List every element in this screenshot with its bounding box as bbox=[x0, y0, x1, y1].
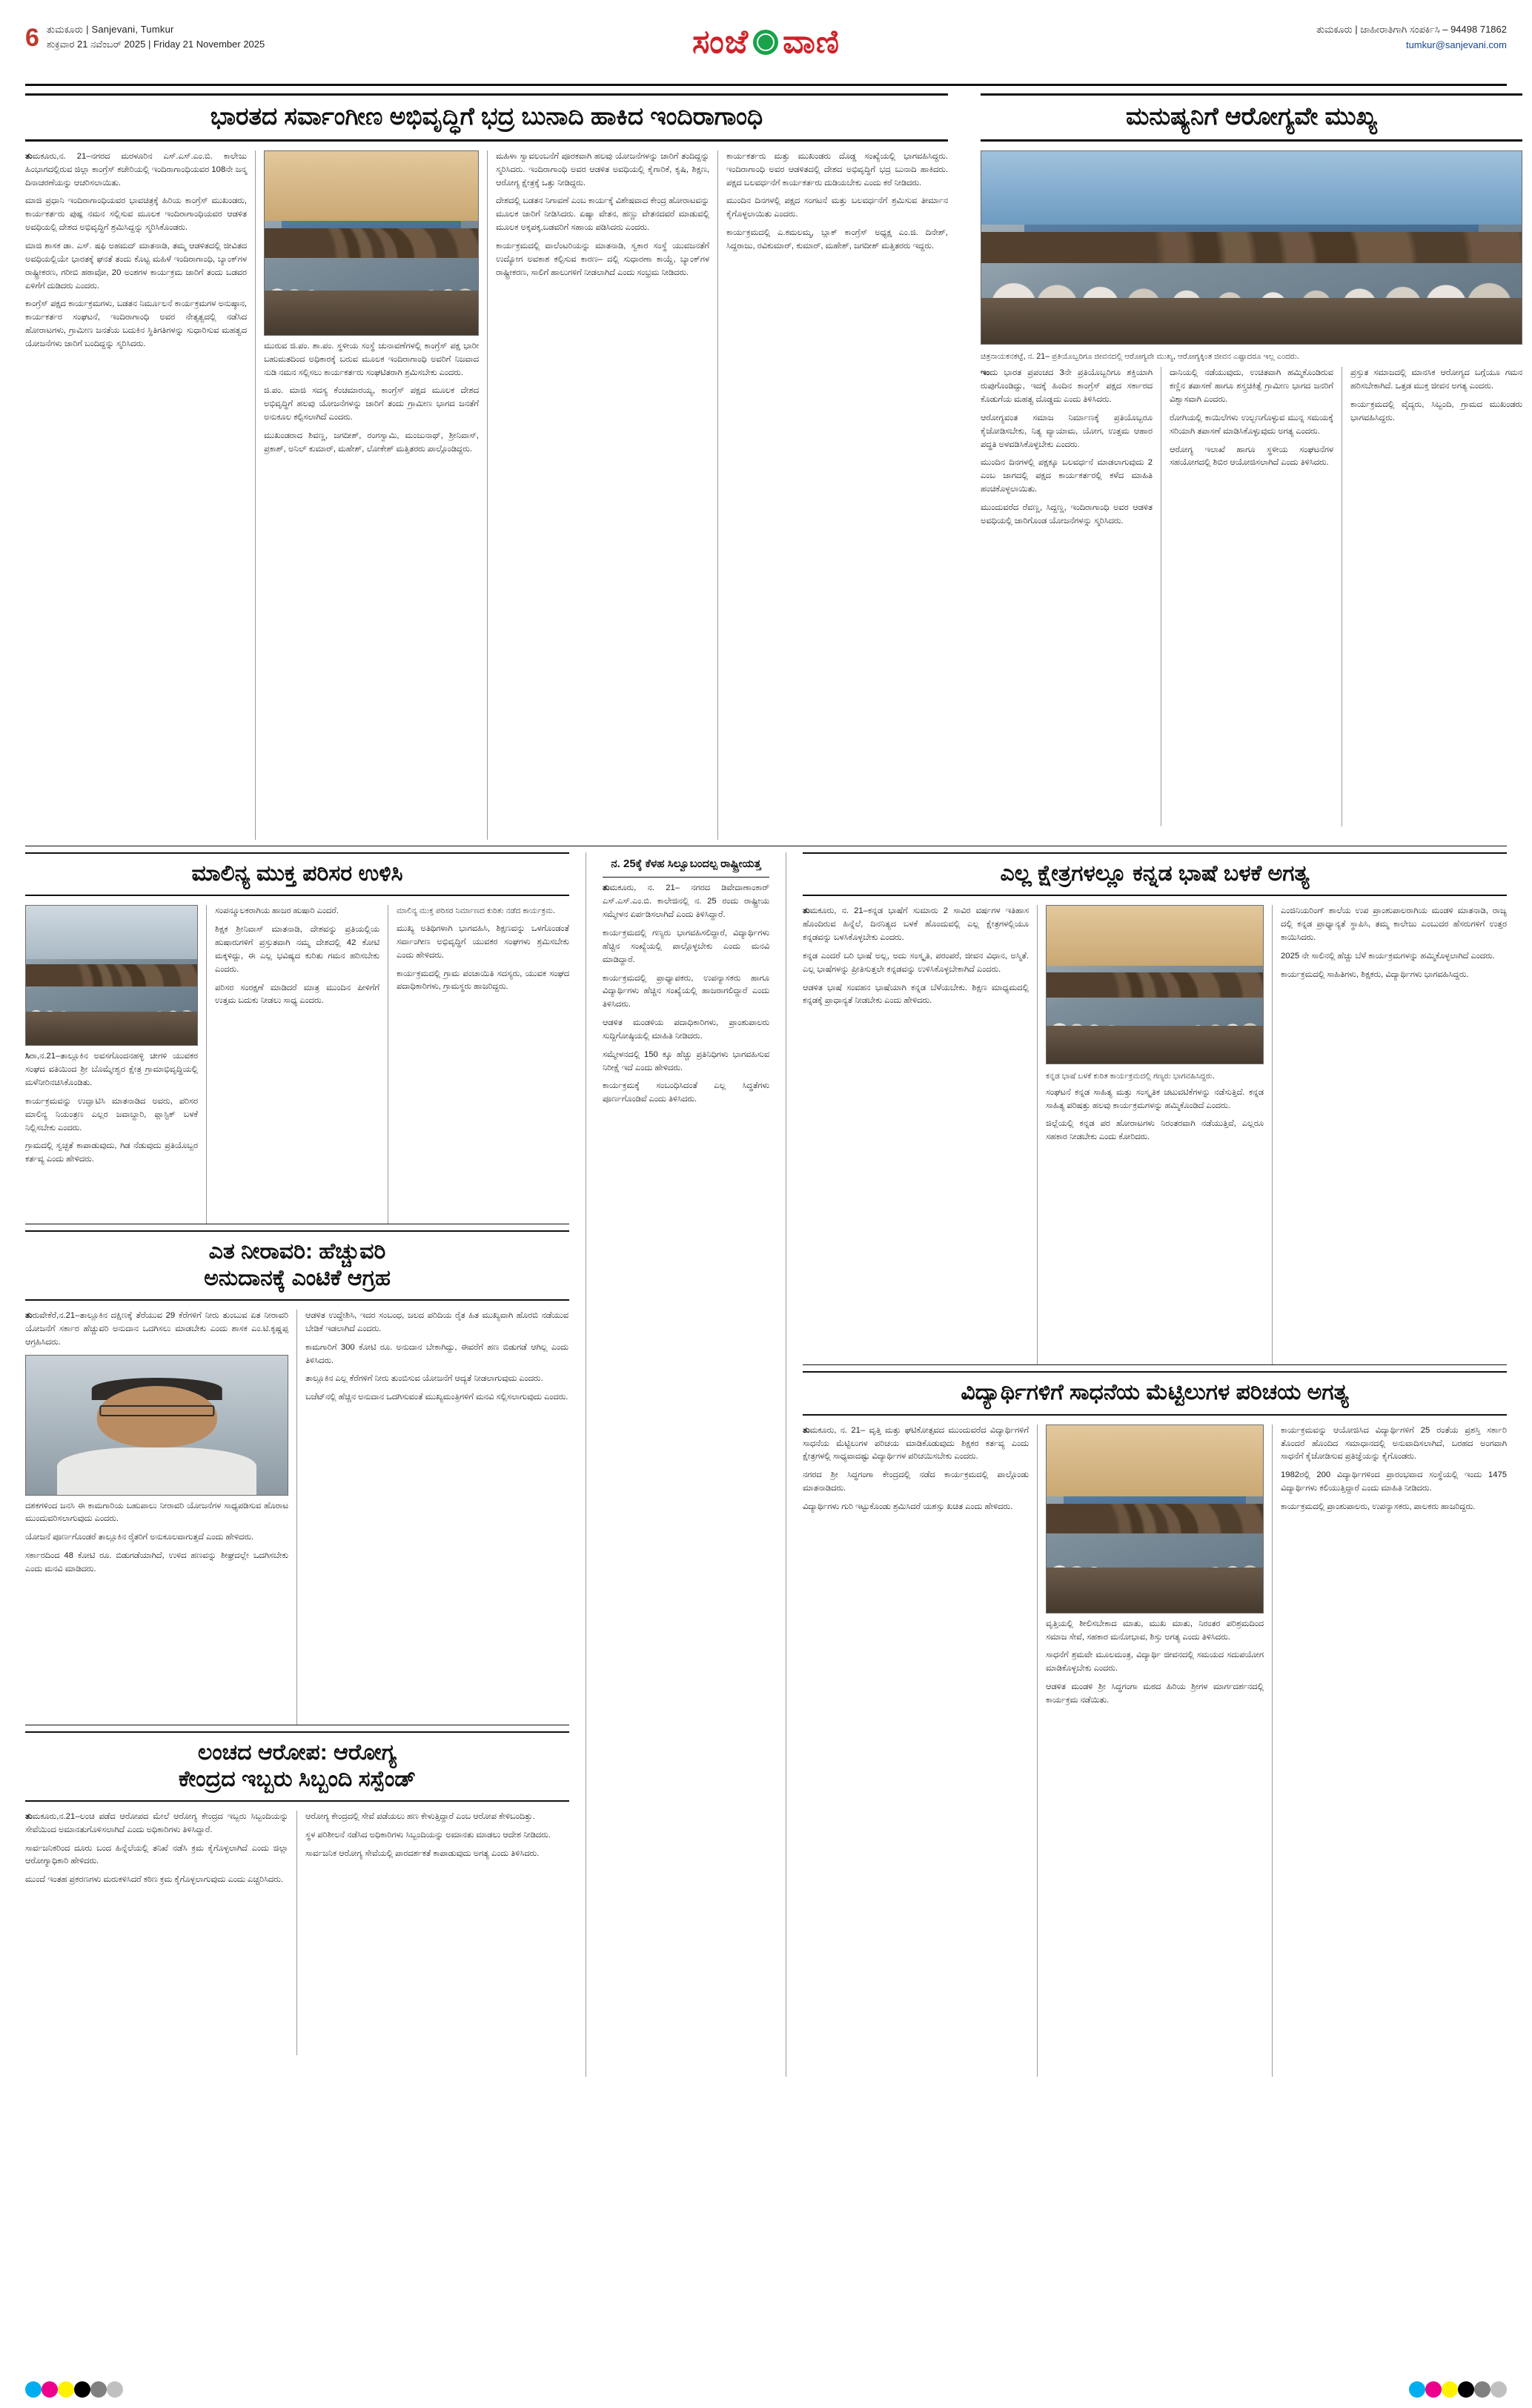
story6-para: ದಶಕಗಳಿಂದ ಜನಸಿ ಈ ಕಾಮಗಾರಿಯ ಬಹುಪಾಲು ನೀರಾವರಿ ಯೋಜನೆಗಳ ಸಾಧ್ಯಪಡಿಸುವ ಹೊರಾಟ ಮುಂದುವರಿಸಲಾಗುವುದು ಎಂದರು. bbox=[25, 1501, 288, 1524]
story6-headline-line1: ಎತ ನೀರಾವರಿ: ಹೆಚ್ಚುವರಿ bbox=[208, 1239, 386, 1264]
story4-para: ಕಾರ್ಯಕ್ರಮಕ್ಕೆ ಸಂಬಂಧಿಸಿದಂತೆ ಎಲ್ಲ ಸಿದ್ಧತೆಗಳು ಪೂರ್ಣಗೊಂಡಿವೆ ಎಂದು ತಿಳಿಸಿದರು. bbox=[602, 1081, 770, 1104]
story1-para: ಮಾಜಿ ಪ್ರಧಾನಿ ಇಂದಿರಾಗಾಂಧಿಯವರ ಭಾವಚಿತ್ರಕ್ಕೆ ಹಿರಿಯ ಕಾಂಗ್ರೆಸ್ ಮುಖಂಡರು, ಕಾರ್ಯಕರ್ತರು ಪುಷ್ಪ ನಮನ ಸಲ್ಲಿಸುವ ಮೂಲಕ ಇಂದಿರಾಗಾಂಧಿಯವರ ಆಡಳಿತ ಅವಧಿಯಲ್ಲಿ ದೇಶದ ಅಭಿವೃದ್ಧಿಗೆ ಶ್ರಮಿಸಿದ್ದನ್ನು ಸ್ಮರಿಸಿಕೊಂಡರು. bbox=[25, 196, 247, 233]
story3-caption: ಮಾಲಿನ್ಯ ಮುಕ್ತ ಪರಿಸರ ನಿರ್ಮಾಣದ ಕುರಿತು ನಡೆದ ಕಾರ್ಯಕ್ರಮ. bbox=[397, 906, 556, 916]
story4-headline: ನ. 25ಕ್ಕೆ ಕೆಳಹ ಸಿಲ್ವೂಬಂದಲ್ಪ ರಾಷ್ಟ್ರೀಯತ್ತ bbox=[611, 857, 761, 870]
story2-photo bbox=[981, 150, 1522, 345]
masthead bbox=[25, 22, 1507, 86]
story7-para: ಆರೋಗ್ಯ ಕೇಂದ್ರದಲ್ಲಿ ಸೇವೆ ಪಡೆಯಲು ಹಣ ಕೇಳುತ್ತಿದ್ದಾರೆ ಎಂಬ ಆರೋಪ ಕೇಳಿಬಂದಿತ್ತು. bbox=[305, 1811, 535, 1821]
story3-para: ಕಾರ್ಯಕ್ರಮವನ್ನು ಉದ್ಘಾಟಿಸಿ ಮಾತನಾಡಿದ ಅವರು, ಪರಿಸರ ಮಾಲಿನ್ಯ ನಿಯಂತ್ರಣ ಎಲ್ಲರ ಜವಾಬ್ದಾರಿ, ಪ್ಲಾಸ್ಟಿಕ್ ಬಳಕೆ ನಿಲ್ಲಿಸಬೇಕು ಎಂದರು. bbox=[25, 1096, 198, 1132]
story1-para: ಕಾಂಗ್ರೆಸ್ ಪಕ್ಷದ ಕಾರ್ಯಕ್ರಮಗಳು, ಬಡತನ ನಿರ್ಮೂಲನೆ ಕಾರ್ಯಕ್ರಮಗಳ ಅನುಷ್ಠಾನ, ಕಾರ್ಯಕರ್ತರ ಸಂಘಟನೆ, ಇಂದಿರಾಗಾಂಧಿ ಅವರ ನೇತೃತ್ವದಲ್ಲಿ ನಡೆಸಿದ ಹೋರಾಟಗಳು, ಗ್ರಾಮೀಣ ಜನತೆಯ ಬದುಕಿನ ಸ್ಥಿತಿಗತಿಗಳನ್ನು ಸುಧಾರಿಸುವ ಮಹತ್ವದ ಯೋಜನೆಗಳು ಜಾರಿಗೆ ಬಂದಿದ್ದನ್ನು ಸ್ಮರಿಸಿದರು. bbox=[25, 299, 247, 348]
story8-para: ವಿದ್ಯಾರ್ಥಿಗಳು ಗುರಿ ಇಟ್ಟುಕೊಂಡು ಶ್ರಮಿಸಿದರೆ ಯಶಸ್ಸು ಖಚಿತ ಎಂದು ಹೇಳಿದರು. bbox=[803, 1502, 1013, 1511]
story5-caption: ಕನ್ನಡ ಭಾಷೆ ಬಳಕೆ ಕುರಿತ ಕಾರ್ಯಕ್ರಮದಲ್ಲಿ ಗಣ್ಯರು ಭಾಗವಹಿಸಿದ್ದರು. bbox=[1046, 1072, 1215, 1081]
page-number: 6 bbox=[25, 24, 39, 52]
story6-para: ಬಜೆಟ್‌ನಲ್ಲಿ ಹೆಚ್ಚಿನ ಅನುದಾನ ಒದಗಿಸುವಂತೆ ಮುಖ್ಯಮಂತ್ರಿಗಳಿಗೆ ಮನವಿ ಸಲ್ಲಿಸಲಾಗುವುದು ಎಂದರು. bbox=[305, 1393, 568, 1402]
story4-para: ಕಾರ್ಯಕ್ರಮದಲ್ಲಿ ಪ್ರಾಧ್ಯಾಪಕರು, ಉಪನ್ಯಾಸಕರು ಹಾಗೂ ವಿದ್ಯಾರ್ಥಿಗಳು ಹೆಚ್ಚಿನ ಸಂಖ್ಯೆಯಲ್ಲಿ ಹಾಜರಾಗಲಿದ್ದಾರೆ ಎಂದು ತಿಳಿಸಿದರು. bbox=[602, 973, 770, 1009]
story8-para: ಆಡಳಿತ ಮಂಡಳಿ ಶ್ರೀ ಸಿದ್ಧಗಂಗಾ ಮಠದ ಹಿರಿಯ ಶ್ರೀಗಳ ಮಾರ್ಗದರ್ಶನದಲ್ಲಿ ಕಾರ್ಯಕ್ರಮ ನಡೆಯಿತು. bbox=[1046, 1682, 1264, 1705]
story-bribery-suspension bbox=[25, 1731, 569, 2055]
story-lift-irrigation bbox=[25, 1230, 569, 1725]
story1-para: ಮಾಜಿ ಶಾಸಕ ಡಾ. ಎಸ್. ಷಫಿ ಅಹಮದ್ ಮಾತನಾಡಿ, ತಮ್ಮ ಆಡಳಿತದಲ್ಲಿ ಜೀವಿತದ ಅವಧಿಯಲ್ಲಿಯೇ ಭಾರತಕ್ಕೆ ಘನತೆ ತಂದು ಕೊಟ್ಟ ಮಹಿಳೆ ಇಂದಿರಾಗಾಂಧಿ, ಬ್ಯಾಂಕ್‌ಗಳ ರಾಷ್ಟ್ರೀಕರಣ, ಗರೀಬಿ ಹಠಾವೋ, 20 ಅಂಶಗಳ ಕಾರ್ಯಕ್ರಮ ಜಾರಿಗೆ ತಂದು ಬಡವರ ಏಳಿಗೆಗೆ ದುಡಿದರು ಎಂದರು. bbox=[25, 242, 247, 291]
story4-para: ಕಾರ್ಯಕ್ರಮದಲ್ಲಿ ಗಣ್ಯರು ಭಾಗವಹಿಸಲಿದ್ದಾರೆ, ವಿದ್ಯಾರ್ಥಿಗಳು ಹೆಚ್ಚಿನ ಸಂಖ್ಯೆಯಲ್ಲಿ ಪಾಲ್ಗೊಳ್ಳಬೇಕು ಎಂದು ಮನವಿ ಮಾಡಿದ್ದಾರೆ. bbox=[602, 928, 770, 964]
story-student-achievement bbox=[803, 1371, 1507, 2076]
story-indira-gandhi bbox=[25, 93, 948, 840]
story5-headline: ಎಲ್ಲ ಕ್ಷೇತ್ರಗಳಲ್ಲೂ ಕನ್ನಡ ಭಾಷೆ ಬಳಕೆ ಅಗತ್ಯ bbox=[1000, 860, 1310, 886]
story1-para: ದೇಶದಲ್ಲಿ ಬಡತನ ನಿಗಾವಣೆ ಎಂಬ ಕಾರ್ಯಕ್ಕೆ ವಿಶೇಷವಾದ ಕೇಂದ್ರ ಹೋರಾಟವನ್ನು ಮೂಲಕ ಜಾರಿಗೆ ನೀಡಿಸಿದರು. ಏಷ್ಯಾ ವೇತನ, ಹಣ್ಣು ವೇತನದವರೆ ಮಾಡುವಲ್ಲಿ ಮೂಲಕ ಅಕ್ಕಪಕ್ಕ,ಬಡವರಿಗೆ ಸಹಾಯ ಪಡಿಸಿದರು ಎಂದರು. bbox=[496, 196, 709, 233]
story2-para: ಆರೋಗ್ಯವಂತ ಸಮಾಜ ನಿರ್ಮಾಣಕ್ಕೆ ಪ್ರತಿಯೊಬ್ಬರೂ ಕೈಜೋಡಿಸಬೇಕು, ನಿತ್ಯ ವ್ಯಾಯಾಮ, ಯೋಗ, ಉತ್ತಮ ಆಹಾರ ಪದ್ಧತಿ ಅಳವಡಿಸಿಕೊಳ್ಳಬೇಕು ಎಂದರು. bbox=[981, 413, 1153, 449]
story7-headline-line2: ಕೇಂದ್ರದ ಇಬ್ಬರು ಸಿಬ್ಬಂದಿ ಸಸ್ಪೆಂಡ್ bbox=[178, 1766, 417, 1791]
story7-para: ಸಾರ್ವಜನಿಕರಿಂದ ದೂರು ಬಂದ ಹಿನ್ನೆಲೆಯಲ್ಲಿ ತನಿಖೆ ನಡೆಸಿ ಕ್ರಮ ಕೈಗೊಳ್ಳಲಾಗಿದೆ ಎಂದು ಜಿಲ್ಲಾ ಆರೋಗ್ಯಾಧಿಕಾರಿ ಹೇಳಿದರು. bbox=[25, 1843, 288, 1866]
story1-para: ಮುಂದಿನ ದಿನಗಳಲ್ಲಿ ಪಕ್ಷದ ಸಂಗಟನೆ ಮತ್ತು ಬಲವರ್ಧನೆಗೆ ಶ್ರಮಿಸುವ ತೀರ್ಮಾನ ಕೈಗೊಳ್ಳಲಾಯಿತು ಎಂದರು. bbox=[726, 196, 948, 219]
story2-para: ರೋಗಿಯಲ್ಲಿ ಕಾಯಿಲೆಗಳು ಉಲ್ಬಣಗೊಳ್ಳುವ ಮುನ್ನ ಸಮಯಕ್ಕೆ ಸರಿಯಾಗಿ ತಪಾಸಣೆ ಮಾಡಿಸಿಕೊಳ್ಳುವುದು ಅಗತ್ಯ ಎಂದರು. bbox=[1170, 413, 1333, 436]
story4-para: ಸಮ್ಮೇಳನದಲ್ಲಿ 150 ಕ್ಕೂ ಹೆಚ್ಚು ಪ್ರತಿನಿಧಿಗಳು ಭಾಗವಹಿಸುವ ನಿರೀಕ್ಷೆ ಇದೆ ಎಂದು ಹೇಳಿದರು. bbox=[602, 1049, 770, 1072]
story8-photo bbox=[1046, 1424, 1264, 1613]
story6-para: ಯೋಜನೆ ಪೂರ್ಣಗೊಂಡರೆ ತಾಲ್ಲೂಕಿನ ರೈತರಿಗೆ ಅನುಕೂಲವಾಗುತ್ತದೆ ಎಂದು ಹೇಳಿದರು. bbox=[25, 1533, 254, 1542]
globe-icon bbox=[753, 30, 778, 55]
story6-para: ತಾಲ್ಲೂಕಿನ ಎಲ್ಲ ಕೆರೆಗಳಿಗೆ ನೀರು ತುಂಬಿಸುವ ಯೋಜನೆಗೆ ಆದ್ಯತೆ ನೀಡಲಾಗುವುದು ಎಂದರು. bbox=[305, 1374, 543, 1384]
story6-para: ಕಾಮಗಾರಿಗೆ 300 ಕೋಟಿ ರೂ. ಅನುದಾನ ಬೇಕಾಗಿದ್ದು, ಈವರೆಗೆ ಹಣ ಬಿಡುಗಡೆ ಆಗಿಲ್ಲ ಎಂದು ತಿಳಿಸಿದರು. bbox=[305, 1342, 568, 1365]
story6-portrait bbox=[25, 1355, 288, 1496]
newspaper-logo bbox=[344, 22, 1188, 61]
story8-para: ನಗರದ ಶ್ರೀ ಸಿದ್ಧಗಂಗಾ ಕೇಂದ್ರದಲ್ಲಿ ನಡೆದ ಕಾರ್ಯಕ್ರಮದಲ್ಲಿ ಪಾಲ್ಗೊಂಡು ಮಾತನಾಡಿದರು. bbox=[803, 1470, 1029, 1493]
story6-headline-line2: ಅನುದಾನಕ್ಕೆ ಎಂಟಿಕೆ ಆಗ್ರಹ bbox=[204, 1265, 391, 1290]
edition-date: ಶುಕ್ರವಾರ 21 ನವೆಂಬರ್ 2025 | Friday 21 November 2025 bbox=[46, 39, 265, 50]
story1-headline: ಭಾರತದ ಸರ್ವಾಂಗೀಣ ಅಭಿವೃದ್ಧಿಗೆ ಭದ್ರ ಬುನಾದಿ ಹಾಕಿದ ಇಂದಿರಾಗಾಂಧಿ bbox=[210, 102, 763, 130]
story3-para: ಶಿಕ್ಷಕ ಶ್ರೀನಿವಾಸ್ ಮಾತನಾಡಿ, ದೇಶವನ್ನು ಪ್ರತಿಯಲ್ಲಿಯ ಹುಷಾರುಗಳಿಗೆ ಪ್ರಸ್ತುತವಾಗಿ ನಮ್ಮ ದೇಶದಲ್ಲಿ 42 ಕೋಟಿ ಮಕ್ಕಳಿದ್ದು, ಈ ಎಲ್ಲ ಭವಿಷ್ಯದ ಕುರಿತು ಗಮನ ಹರಿಸಬೇಕು ಎಂದರು. bbox=[215, 925, 379, 974]
story3-para: ಪರಿಸರ ಸಂರಕ್ಷಣೆ ಮಾಡಿದರೆ ಮಾತ್ರ ಮುಂದಿನ ಪೀಳಿಗೆಗೆ ಉತ್ತಮ ಬದುಕು ನೀಡಲು ಸಾಧ್ಯ ಎಂದರು. bbox=[215, 983, 379, 1006]
story2-caption: ಚಿತ್ರನಾಯಕನಕಟ್ಟೆ, ನ. 21– ಪ್ರತಿಯೊಬ್ಬರಿಗೂ ಜೀವನದಲ್ಲಿ ಆರೋಗ್ಯವೇ ಮುಖ್ಯ, ಆರೋಗ್ಯಕ್ಕಿಂತ ಜೀವನ ಎಷ್ಟಾದರೂ ಇಲ್ಲ ಎಂದರು. bbox=[981, 351, 1299, 361]
story8-para: 1982ರಲ್ಲಿ 200 ವಿದ್ಯಾರ್ಥಿಗಳಿಂದ ಪ್ರಾರಂಭವಾದ ಸಂಸ್ಥೆಯಲ್ಲಿ ಇಂದು 1475 ವಿದ್ಯಾರ್ಥಿಗಳು ಕಲಿಯುತ್ತಿದ್ದಾರೆ ಎಂದು ಮಾಹಿತಿ ನೀಡಿದರು. bbox=[1281, 1470, 1508, 1493]
story8-para: ವೃತ್ತಿಯಲ್ಲಿ ಶೀಲಿಸಬೇಕಾದ ಮಾತು, ಮುಖ ಮಾತು, ನಿರಂತರ ಪರಿಶ್ರಮದಿಂದ ಸಮಾಜ ಸೇವೆ, ಸಹಕಾರ ಮನೋಭಾವ, ಶಿಸ್ತು ಅಗತ್ಯ ಎಂದು ತಿಳಿಸಿದರು. bbox=[1046, 1619, 1264, 1642]
story2-para: ಮುಂದುವರೆದ ರೆವಣ್ಣ, ಸಿದ್ದಣ್ಣ, ಇಂದಿರಾಗಾಂಧಿ ಅವರ ಆಡಳಿತ ಅವಧಿಯಲ್ಲಿ ಜಾರಿಗೊಂಡ ಯೋಜನೆಗಳನ್ನು ಸ್ಮರಿಸಿದರು. bbox=[981, 503, 1153, 525]
story3-para: ಮುಖ್ಯ ಅತಿಥಿಗಳಾಗಿ ಭಾಗವಹಿಸಿ, ಶಿಕ್ಷಣವನ್ನು ಒಳಗೊಂಡಂತೆ ಸರ್ವಾಂಗೀಣ ಅಭಿವೃದ್ಧಿಗೆ ಯುವಕರ ಸಂಘಗಳು ಶ್ರಮಿಸಬೇಕು ಎಂದು ಹೇಳಿದರು. bbox=[397, 924, 569, 960]
story2-para: ಕಾರ್ಯಕ್ರಮದಲ್ಲಿ ವೈದ್ಯರು, ಸಿಬ್ಬಂದಿ, ಗ್ರಾಮದ ಮುಖಂಡರು ಭಾಗವಹಿಸಿದ್ದರು. bbox=[1350, 399, 1522, 422]
story3-para: ಗ್ರಾಮದಲ್ಲಿ ಸ್ವಚ್ಛತೆ ಕಾಪಾಡುವುದು, ಗಿಡ ನೆಡುವುದು ಪ್ರತಿಯೊಬ್ಬರ ಕರ್ತವ್ಯ ಎಂದು ಹೇಳಿದರು. bbox=[25, 1141, 198, 1164]
color-swatches-left bbox=[25, 2381, 123, 2398]
story7-para: ಮುಂದೆ ಇಂತಹ ಪ್ರಕರಣಗಳು ಮರುಕಳಿಸಿದರೆ ಕಠಿಣ ಕ್ರಮ ಕೈಗೊಳ್ಳಲಾಗುವುದು ಎಂದು ಎಚ್ಚರಿಸಿದರು. bbox=[25, 1875, 284, 1885]
story-conference-announcement bbox=[603, 852, 769, 2077]
story6-para: ಆಡಳಿತ ಉದ್ದೇಶಿಸಿ, ಇದರ ಸಂಬಂಧ, ಜಲದ ಪರಿದಿಯ ರೈತ ಹಿತ ಮುಖ್ಯವಾಗಿ ಹೊರಬಿ ನಡೆಯುವ ಬೇಡಿಕೆ ಇಡಲಾಗಿದೆ ಎಂದರು. bbox=[305, 1311, 568, 1333]
story8-para: ಸಾಧನೆಗೆ ಶ್ರಮವೇ ಮೂಲಮಂತ್ರ, ವಿದ್ಯಾರ್ಥಿ ಜೀವನದಲ್ಲಿ ಸಮಯದ ಸದುಪಯೋಗ ಮಾಡಿಕೊಳ್ಳಬೇಕು ಎಂದರು. bbox=[1046, 1651, 1264, 1674]
story-environment bbox=[25, 852, 569, 1224]
story5-para: ಎಂಜಿನಿಯರಿಂಗ್ ಶಾಲೆಯ ಉಪ ಪ್ರಾಂಶುಪಾಲರಾಗಿಯ ಮಂಡಳಿ ಮಾತನಾಡಿ, ರಾಜ್ಯ ದಲ್ಲಿ ಕನ್ನಡ ಪ್ರಾಧ್ಯಾನ್ಯತೆ ಸ್ಥಾಪಿಸಿ, ತಮ್ಮ ಕಾಲೇಜು ಎಂಬುದರ ಹೆಸರುಗಳಿಗೆ ಉತ್ತರ ಕಾಯಿಸಿದರು. bbox=[1281, 906, 1508, 943]
left-column-block bbox=[25, 852, 569, 2077]
story8-headline: ವಿದ್ಯಾರ್ಥಿಗಳಿಗೆ ಸಾಧನೆಯ ಮೆಟ್ಟಿಲುಗಳ ಪರಿಚಯ ಅಗತ್ಯ bbox=[961, 1380, 1349, 1405]
story-kannada-language bbox=[803, 852, 1507, 1364]
story1-para: ಮುರುವ ಜಿ.ಪಂ. ಶಾ.ಪಂ. ಸ್ಥಳೀಯ ಸಂಸ್ಥೆ ಚುನಾವಣೆಗಳಲ್ಲಿ ಕಾಂಗ್ರೆಸ್ ಪಕ್ಷ ಭಾರೀ ಬಹುಮತದಿಂದ ಅಧಿಕಾರಕ್ಕೆ ಬರುವ ಮೂಲಕ ಇಂದಿರಾಗಾಂಧಿ ಅವರಿಗೆ ನಿಜವಾದ ನುಡಿ ನಮನ ಸಲ್ಲಿಸಲು ಕಾರ್ಯಕರ್ತರು ಸಂಘಟಿತರಾಗಿ ಶ್ರಮಿಸಬೇಕು ಎಂದರು. bbox=[264, 341, 479, 377]
story2-para: ಮುಂದಿನ ದಿನಗಳಲ್ಲಿ ಪಕ್ಷಕ್ಕೂ ಬಲವರ್ಧನೆ ಮಾಡಲಾಗುವುದು 2 ಎಂಬ ಜಾಗದಲ್ಲಿ ಪಕ್ಷದ ಕಾರ್ಯಕರ್ತರಲ್ಲಿ ಕಳೆದ ಮಾಹಿತಿ ಹಂಚಿಕೊಳ್ಳಲಾಯಿತು. bbox=[981, 458, 1153, 494]
story1-photo bbox=[264, 150, 479, 336]
story2-para: ಪ್ರಸ್ತುತ ಸಮಾಜದಲ್ಲಿ ಮಾನಸಿಕ ಆರೋಗ್ಯದ ಬಗ್ಗೆಯೂ ಗಮನ ಹರಿಸಬೇಕಾಗಿದೆ. ಒತ್ತಡ ಮುಕ್ತ ಜೀವನ ಅಗತ್ಯ ಎಂದರು. bbox=[1350, 368, 1522, 391]
story1-para: ಕಾರ್ಯಕರ್ತರು ಮತ್ತು ಮುಖಂಡರು ದೊಡ್ಡ ಸಂಖ್ಯೆಯಲ್ಲಿ ಭಾಗವಹಿಸಿದ್ದರು. ಇಂದಿರಾಗಾಂಧಿ ಅವರ ಆಡಳಿತದಲ್ಲಿ ದೇಶದ ಅಭಿವೃದ್ಧಿಗೆ ಭದ್ರ ಬುನಾದಿ ಹಾಕಿದರು. ಪಕ್ಷದ ಬಲವರ್ಧನೆಗೆ ಕಾರ್ಯಕರ್ತರು ದುಡಿಯಬೇಕು ಎಂದು ಕರೆ ನೀಡಿದರು. bbox=[726, 151, 948, 188]
story3-para: ಸಿರಾ,ನ.21–ತಾಲ್ಲೂಕಿನ ಅವಸಗೊಂದನಹಳ್ಳಿ ಚೀಗಳಿ ಯುವಕರ ಸಂಘದ ವತಿಯಿಂದ ಶ್ರೀ ಬೊಮ್ಮೇಶ್ವರ ಕ್ಷೇತ್ರ ಗ್ರಾಮಾಭಿವೃದ್ಧಿಯಲ್ಲಿ ಮಳೆನೀರಿನಚಿಸಿಕೊಂಡಿತು. bbox=[25, 1052, 198, 1088]
story1-para: ಕಾರ್ಯಕ್ರಮದಲ್ಲಿ ಎ.ಕಮಲಮ್ಮ, ಬ್ಲಾಕ್ ಕಾಂಗ್ರೆಸ್ ಅಧ್ಯಕ್ಷ ಎಂ.ಜಿ. ದಿನೇಶ್, ಸಿದ್ದರಾಜು, ರವಿಕುಮಾರ್, ಕುಮಾರ್, ಮಹೇಶ್, ಜಗದೀಶ್ ಮತ್ತಿತರರು ಇದ್ದರು. bbox=[726, 228, 948, 251]
story5-photo bbox=[1046, 905, 1264, 1064]
story3-headline: ಮಾಲಿನ್ಯ ಮುಕ್ತ ಪರಿಸರ ಉಳಿಸಿ bbox=[191, 860, 403, 886]
story4-para: ತುಮಕೂರು, ನ. 21– ನಗರದ ಡಿವೇದಾಣಾಂಕಾರ್ ಎಸ್.ಎಸ್.ಎಂ.ಬಿ. ಕಾಲೇಜಿನಲ್ಲಿ ನ. 25 ರಂದು ರಾಷ್ಟ್ರೀಯ ಸಮ್ಮೇಳನ ಏರ್ಪಡಿಸಲಾಗಿದೆ ಎಂದು ತಿಳಿಸಿದ್ದಾರೆ. bbox=[602, 883, 770, 920]
color-swatches-right bbox=[1409, 2381, 1507, 2398]
story5-para: 2025 ನೇ ಸಾಲಿನಲ್ಲಿ ಹೆಚ್ಚು ಬೆಳೆ ಕಾರ್ಯಕ್ರಮಗಳನ್ನು ಹಮ್ಮಿಕೊಳ್ಳಲಾಗಿದೆ ಎಂದರು. bbox=[1281, 951, 1495, 961]
edition-location: ತುಮಕೂರು | Sanjevani, Tumkur bbox=[46, 24, 174, 35]
story3-para: ಸಂಪನ್ಮೂಲಕರಾಗಿಯ ಹಾಜರ ಹುಷಾರಿ ಎಂದರೆ. bbox=[215, 906, 339, 916]
story1-para: ಮಹಿಳಾ ಸ್ವಾವಲಂಬನೆಗೆ ಪೂರಕವಾಗಿ ಹಲವು ಯೋಜನೆಗಳನ್ನು ಜಾರಿಗೆ ತಂದಿದ್ದನ್ನು ಸ್ಮರಿಸಿದರು. ಇಂದಿರಾಗಾಂಧಿ ಅವರ ಆಡಳಿತ ಅವಧಿಯಲ್ಲಿ ಕೈಗಾರಿಕೆ, ಕೃಷಿ, ಶಿಕ್ಷಣ, ಆರೋಗ್ಯ ಕ್ಷೇತ್ರಕ್ಕೆ ಒತ್ತು ನೀಡಿದ್ದರು. bbox=[496, 151, 709, 188]
story1-para: ಜಿ.ಪಂ. ಮಾಜಿ ಸದಸ್ಯ ಕೆಂಚಮಾರಯ್ಯ, ಕಾಂಗ್ರೆಸ್ ಪಕ್ಷದ ಮೂಲಕ ದೇಶದ ಅಭಿವೃದ್ಧಿಗೆ ಹಲವು ಯೋಜನೆಗಳನ್ನು ಜಾರಿಗೆ ತಂದು ಗ್ರಾಮೀಣ ಭಾಗದ ಜನತೆಗೆ ಅನುಕೂಲ ಕಲ್ಪಿಸಲಾಗಿದೆ ಎಂದರು. bbox=[264, 386, 479, 422]
story1-para: ಮುಖಂಡರಾದ ಶಿವಣ್ಣ, ಜಗದೀಶ್, ರಂಗಸ್ವಾಮಿ, ಮಂಜುನಾಥ್, ಶ್ರೀನಿವಾಸ್, ಪ್ರಕಾಶ್, ಅನಿಲ್ ಕುಮಾರ್, ಮಹೇಶ್, ಲೋಕೇಶ್ ಮತ್ತಿತರರು ಪಾಲ್ಗೊಂಡಿದ್ದರು. bbox=[264, 431, 479, 454]
story3-photo bbox=[25, 905, 198, 1046]
story7-para: ಸ್ಥಳ ಪರಿಶೀಲನೆ ನಡೆಸಿದ ಅಧಿಕಾರಿಗಳು ಸಿಬ್ಬಂದಿಯನ್ನು ಅಮಾನತು ಮಾಡಲು ಆದೇಶ ನೀಡಿದರು. bbox=[305, 1830, 551, 1840]
story5-para: ಕನ್ನಡ ಎಂದರೆ ಬರಿ ಭಾಷೆ ಅಲ್ಲ, ಅದು ಸಂಸ್ಕೃತಿ, ಪರಂಪರೆ, ಜೀವನ ವಿಧಾನ, ಅಸ್ಮಿತೆ. ಎಲ್ಲ ಭಾಷೆಗಳನ್ನು ಪ್ರೀತಿಸುತ್ತಲೇ ಕನ್ನಡವನ್ನು ಉಳಿಸಿಕೊಳ್ಳಬೇಕಾಗಿದೆ ಎಂದರು. bbox=[803, 951, 1029, 974]
story6-para: ತುರುವೇಕೆರೆ,ನ.21–ತಾಲ್ಲೂಕಿನ ದಕ್ಷಿಣಕ್ಕೆ ತೆರೆಯುವ 29 ಕೆರೆಗಳಿಗೆ ನೀರು ತುಂಬುವ ಏತ ನೀರಾವರಿ ಯೋಜನೆಗೆ ಸರ್ಕಾರ ಹೆಚ್ಚುವರಿ ಅನುದಾನ ಒದಗಿಸಲು ಮಾಡಬೇಕು ಎಂದು ಶಾಸಕ ಎಂ.ಟಿ.ಕೃಷ್ಣಪ್ಪ ಆಗ್ರಹಿಸಿದರು. bbox=[25, 1311, 288, 1347]
story1-para: ತುಮಕೂರು,ನ. 21–ನಗರದ ಮರಳೂರಿನ ಎಸ್.ಎಸ್.ಎಂ.ಬಿ. ಕಾಲೇಜು ಹಿಂಭಾಗದಲ್ಲಿರುವ ಜಿಲ್ಲಾ ಕಾಂಗ್ರೆಸ್ ಕಚೇರಿಯಲ್ಲಿ ಇಂದಿರಾಗಾಂಧಿಯವರ 108ನೇ ಜನ್ಮ ದಿನಾಚರಣೆಯನ್ನು ಆಚರಿಸಲಾಯಿತು. bbox=[25, 151, 247, 188]
story1-para: ಕಾರ್ಯಕ್ರಮದಲ್ಲಿ ವಾಲೆಂಟರಿಯನ್ನು ಮಾತನಾಡಿ, ಸ್ವಕಾರ ಸಂಸ್ಥೆ ಯುವಜನತೆಗೆ ಉದ್ಯೋಗ ಅವಕಾಶ ಕಲ್ಪಿಸುವ ಕಾರಣ– ದಲ್ಲಿ ಸುಧಾರಣಾ ಕಾಯ್ದೆ, ಬ್ಯಾಂಕ್‌ಗಳ ರಾಷ್ಟ್ರೀಕರಣ, ಸಾಲಿಗೆ ಹಾಲುಗಳಿಗೆ ನೀಡಲಾಗಿದೆ ಎಂದು ಸಂಭ್ರಮ ನೀಡಿದರು. bbox=[496, 242, 709, 277]
story2-para: ಆರೋಗ್ಯ ಇಲಾಖೆ ಹಾಗೂ ಸ್ಥಳೀಯ ಸಂಘಟನೆಗಳ ಸಹಯೋಗದಲ್ಲಿ ಶಿಬಿರ ಆಯೋಜಿಸಲಾಗಿದೆ ಎಂದು ತಿಳಿಸಿದರು. bbox=[1170, 445, 1333, 468]
story8-para: ಕಾರ್ಯಕ್ರಮವನ್ನು ಆಯೋಜಿಸಿದ ವಿದ್ಯಾರ್ಥಿಗಳಿಗೆ 25 ರಂತೆಯ ಪ್ರಶಸ್ತಿ ಸರ್ಕಾರಿ ತೊಂದರೆ ಹೊಂದಿದ ಸಮಾಧಾನದಲ್ಲಿ ಅನುವಾದಿಸಲಾಗಿದೆ, ಬರಹದ ಅಂಗವಾಗಿ ಸಾಧನೆಗೆ ಕೈಜೋಡಿಸುವ ಪ್ರತಿಜ್ಞೆಯನ್ನು ಕೈಗೊಂಡರು. bbox=[1281, 1425, 1508, 1462]
color-registration-bars bbox=[25, 2381, 1507, 2398]
story7-para: ಸಾರ್ವಜನಿಕ ಆರೋಗ್ಯ ಸೇವೆಯಲ್ಲಿ ಪಾರದರ್ಶಕತೆ ಕಾಪಾಡುವುದು ಅಗತ್ಯ ಎಂದು ತಿಳಿಸಿದರು. bbox=[305, 1848, 540, 1858]
logo-text-right: ವಾಣಿ bbox=[783, 24, 840, 60]
story3-para: ಕಾರ್ಯಕ್ರಮದಲ್ಲಿ ಗ್ರಾಮ ಪಂಚಾಯಿತಿ ಸದಸ್ಯರು, ಯುವಕ ಸಂಘದ ಪದಾಧಿಕಾರಿಗಳು, ಗ್ರಾಮಸ್ಥರು ಹಾಜರಿದ್ದರು. bbox=[397, 969, 569, 992]
story6-para: ಸರ್ಕಾರದಿಂದ 48 ಕೋಟಿ ರೂ. ಬಿಡುಗಡೆಯಾಗಿದೆ, ಉಳಿದ ಹಣವನ್ನು ಶೀಘ್ರದಲ್ಲೇ ಒದಗಿಸಬೇಕು ಎಂದು ಮನವಿ ಮಾಡಿದರು. bbox=[25, 1551, 288, 1574]
masthead-contact bbox=[1188, 22, 1507, 53]
story5-para: ಆಡಳಿತ ಭಾಷೆ ಸಂವಹನ ಭಾಷೆಯಾಗಿ ಕನ್ನಡ ಬೆಳೆಯಬೇಕು. ಶಿಕ್ಷಣ ಮಾಧ್ಯಮದಲ್ಲಿ ಕನ್ನಡಕ್ಕೆ ಪ್ರಾಧಾನ್ಯತೆ ನೀಡಬೇಕು ಎಂದು ಹೇಳಿದರು. bbox=[803, 983, 1029, 1006]
story4-para: ಆಡಳಿತ ಮಂಡಳಿಯ ಪದಾಧಿಕಾರಿಗಳು, ಪ್ರಾಂಶುಪಾಲರು ಸುದ್ದಿಗೋಷ್ಠಿಯಲ್ಲಿ ಮಾಹಿತಿ ನೀಡಿದರು. bbox=[602, 1018, 770, 1041]
story5-para: ಕಾರ್ಯಕ್ರಮದಲ್ಲಿ ಸಾಹಿತಿಗಳು, ಶಿಕ್ಷಕರು, ವಿದ್ಯಾರ್ಥಿಗಳು ಭಾಗವಹಿಸಿದ್ದರು. bbox=[1281, 969, 1469, 979]
story7-headline-line1: ಲಂಚದ ಆರೋಪ: ಆರೋಗ್ಯ bbox=[197, 1740, 397, 1765]
email-link[interactable]: tumkur@sanjevani.com bbox=[1405, 39, 1507, 50]
story2-para: ದಾನಿಯಲ್ಲಿ ನಡೆಯುವುದು, ಉಚಿತವಾಗಿ ಹಮ್ಮಿಕೊಂಡಿರುವ ಕಣ್ಣಿನ ತಪಾಸಣೆ ಹಾಗೂ ಶಸ್ತ್ರಚಿಕಿತ್ಸೆ ಗ್ರಾಮೀಣ ಭಾಗದ ಜನರಿಗೆ ವಿಶ್ವಾಸವಾಗಿ ಎಂದರು. bbox=[1170, 368, 1333, 404]
story5-para: ಜಿಲ್ಲೆಯಲ್ಲಿ ಕನ್ನಡ ಪರ ಹೋರಾಟಗಳು ನಿರಂತರವಾಗಿ ನಡೆಯುತ್ತಿವೆ, ಎಲ್ಲರೂ ಸಹಕಾರ ನೀಡಬೇಕು ಎಂದು ಕೋರಿದರು. bbox=[1046, 1119, 1264, 1142]
story2-headline: ಮನುಷ್ಯನಿಗೆ ಆರೋಗ್ಯವೇ ಮುಖ್ಯ bbox=[1125, 102, 1378, 130]
story7-para: ತುಮಕೂರು,ನ.21–ಲಂಚ ಪಡೆದ ಆರೋಪದ ಮೇಲೆ ಆರೋಗ್ಯ ಕೇಂದ್ರದ ಇಬ್ಬರು ಸಿಬ್ಬಂದಿಯನ್ನು ಸೇವೆಯಿಂದ ಅಮಾನತುಗೊಳಿಸಲಾಗಿದೆ ಎಂದು ಅಧಿಕಾರಿಗಳು ತಿಳಿಸಿದ್ದಾರೆ. bbox=[25, 1811, 288, 1834]
story5-para: ಸಂಘಟನೆ ಕನ್ನಡ ಸಾಹಿತ್ಯ ಮತ್ತು ಸಂಸ್ಕೃತಿಕ ಚಟುವಟಿಕೆಗಳನ್ನು ನಡೆಸುತ್ತಿದೆ. ಕನ್ನಡ ಸಾಹಿತ್ಯ ಪರಿಷತ್ತು ಹಲವು ಕಾರ್ಯಕ್ರಮಗಳನ್ನು ಹಮ್ಮಿಕೊಂಡಿದೆ ಎಂದರು. bbox=[1046, 1087, 1264, 1110]
story5-para: ತುಮಕೂರು, ನ. 21–ಕನ್ನಡ ಭಾಷೆಗೆ ಸುಮಾರು 2 ಸಾವಿರ ವರ್ಷಗಳ ಇತಿಹಾಸ ಹೊಂದಿರುವ ಹಿನ್ನೆಲೆ, ದಿನನಿತ್ಯದ ಬಳಕೆ ಹೊಂದುವಲ್ಲಿ ಎಲ್ಲ ಕ್ಷೇತ್ರಗಳಲ್ಲಿಯೂ ಕನ್ನಡವನ್ನು ಬಳಸಿಕೊಳ್ಳಬೇಕು ಎಂದರು. bbox=[803, 906, 1029, 943]
story8-para: ಕಾರ್ಯಕ್ರಮದಲ್ಲಿ ಪ್ರಾಂಶುಪಾಲರು, ಉಪನ್ಯಾಸಕರು, ಪಾಲಕರು ಹಾಜರಿದ್ದರು. bbox=[1281, 1502, 1476, 1511]
right-column-block bbox=[803, 852, 1507, 2077]
story8-para: ತುಮಕೂರು, ನ. 21– ವೃತ್ತಿ ಮತ್ತು ಘಟಿಕೋತ್ಸವದ ಮುಂದುವರೆದ ವಿದ್ಯಾರ್ಥಿಗಳಿಗೆ ಸಾಧನೆಯ ಮೆಟ್ಟಿಲುಗಳ ಪರಿಚಯ ಮಾಡಿಕೊಡುವುದು ಶಿಕ್ಷಕರ ಕರ್ತವ್ಯ ಎಂದು ಕ್ಷೇತ್ರಗಳಲ್ಲಿ ಸಾಧ್ಯವಾದಷ್ಟು ವಿದ್ಯಾರ್ಥಿಗಳ ಪರಿಚಯಿಸಬೇಕು ಎಂದರು. bbox=[803, 1425, 1029, 1462]
ad-contact-line: ತುಮಕೂರು | ಜಾಹೀರಾತಿಗಾಗಿ ಸಂಪರ್ಕಿಸಿ – 94498 71862 bbox=[1316, 24, 1507, 35]
story2-para: ಇಂದು ಭಾರತ ಪ್ರಪಂಚದ 3ನೇ ಪ್ರತಿಯೊಬ್ಬರಿಗೂ ಶಕ್ತಿಯಾಗಿ ರುಪುಗೊಂಡಿದ್ದು, ಇದಕ್ಕೆ ಹಿಂದಿನ ಕಾಂಗ್ರೆಸ್ ಪಕ್ಷದ ಸರ್ಕಾರದ ಕೊಡುಗೆಯ ಮಹತ್ವ ದೊಡ್ಡದು ಎಂದು ತಿಳಿಸಿದರು. bbox=[981, 368, 1153, 404]
logo-text-left: ಸಂಜೆ bbox=[692, 24, 749, 60]
masthead-left bbox=[25, 22, 344, 52]
story-health bbox=[981, 93, 1522, 840]
